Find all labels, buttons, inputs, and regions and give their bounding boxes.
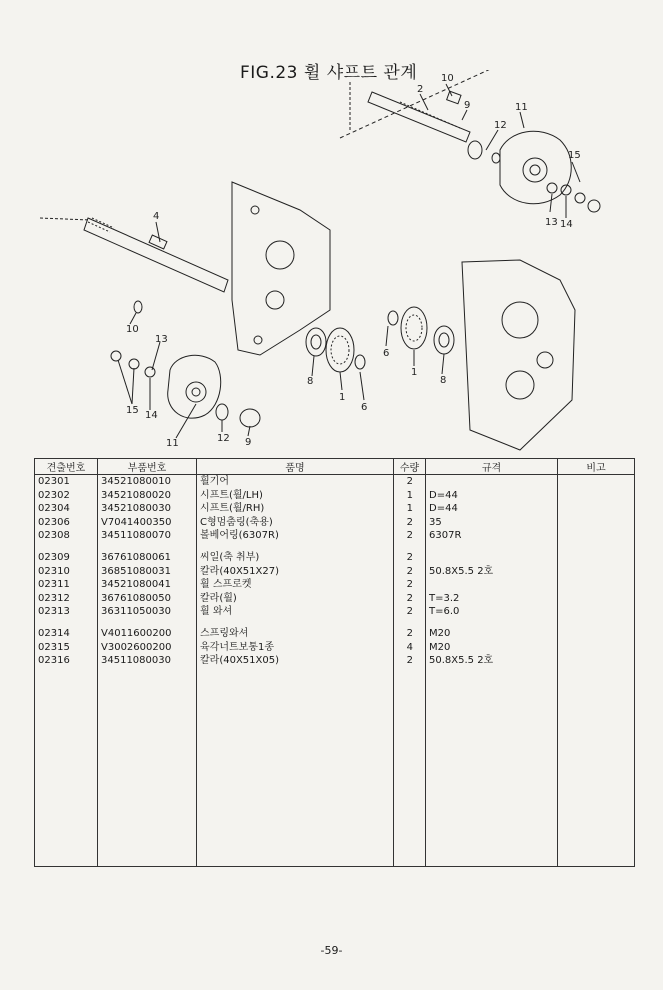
callout-12: 12: [217, 433, 230, 444]
qty: 4: [394, 641, 426, 655]
qty: 2: [394, 551, 426, 565]
part-name: 볼베어링(6307R): [197, 529, 394, 543]
spec: T=3.2: [426, 592, 558, 606]
upper-key: [447, 91, 461, 104]
qty: 2: [394, 627, 426, 641]
part-no: 34511080030: [98, 654, 197, 668]
part-no: 34521080020: [98, 489, 197, 503]
part-name: 칼라(40X51X05): [197, 654, 394, 668]
part-no: 34521080030: [98, 502, 197, 516]
ref-no: 02314: [35, 627, 98, 641]
table-row: [35, 516, 635, 530]
callout-6: 6: [383, 348, 390, 359]
wheel-gear-left: [326, 328, 354, 372]
part-no: 34521080041: [98, 578, 197, 592]
callout-8: 8: [440, 375, 447, 386]
remarks: [558, 627, 635, 641]
part-name: 육각너트보통1종: [197, 641, 394, 655]
left-sprocket: [168, 355, 221, 418]
remarks: [558, 641, 635, 655]
table-row: [35, 551, 635, 565]
ref-no: 02304: [35, 502, 98, 516]
callout-12: 12: [494, 120, 507, 131]
page-number: -59-: [320, 944, 343, 957]
part-no: 36761080061: [98, 551, 197, 565]
spec: M20: [426, 627, 558, 641]
ref-no: 02315: [35, 641, 98, 655]
spec: [426, 578, 558, 592]
table-row: [35, 529, 635, 543]
ref-no: 02306: [35, 516, 98, 530]
table-row: [35, 489, 635, 503]
spec: M20: [426, 641, 558, 655]
qty: 2: [394, 529, 426, 543]
callout-10: 10: [126, 324, 139, 335]
header-remarks: 비고: [558, 459, 635, 475]
part-name: 스프링와셔: [197, 627, 394, 641]
header-qty: 수량: [394, 459, 426, 475]
table-row: [35, 475, 635, 489]
callout-4: 4: [153, 211, 160, 222]
part-no: 34521080010: [98, 475, 197, 489]
part-no: V3002600200: [98, 641, 197, 655]
spacer-row: [35, 543, 635, 551]
remarks: [558, 551, 635, 565]
ref-no: 02313: [35, 605, 98, 619]
qty: 1: [394, 502, 426, 516]
spec: [426, 551, 558, 565]
ref-no: 02316: [35, 654, 98, 668]
part-no: V7041400350: [98, 516, 197, 530]
ref-no: 02301: [35, 475, 98, 489]
table-row: [35, 592, 635, 606]
qty: 1: [394, 489, 426, 503]
part-name: 칼라(휠): [197, 592, 394, 606]
part-no: 36311050030: [98, 605, 197, 619]
qty: 2: [394, 475, 426, 489]
spec: 6307R: [426, 529, 558, 543]
callout-9: 9: [464, 100, 471, 111]
spec: 50.8X5.5 2호: [426, 565, 558, 579]
part-no: V4011600200: [98, 627, 197, 641]
part-no: 36851080031: [98, 565, 197, 579]
qty: 2: [394, 654, 426, 668]
spec: D=44: [426, 502, 558, 516]
part-name: C형멈춤링(축용): [197, 516, 394, 530]
table-row: [35, 565, 635, 579]
part-no: 34511080070: [98, 529, 197, 543]
part-name: 시프트(휠/RH): [197, 502, 394, 516]
spec: T=6.0: [426, 605, 558, 619]
callout-9: 9: [245, 437, 252, 448]
callout-15: 15: [568, 150, 581, 161]
callout-2: 2: [417, 84, 424, 95]
right-housing: [462, 260, 575, 450]
remarks: [558, 489, 635, 503]
ref-no: 02309: [35, 551, 98, 565]
part-name: 휠 스프로켓: [197, 578, 394, 592]
qty: 2: [394, 592, 426, 606]
spec: 35: [426, 516, 558, 530]
callout-6: 6: [361, 402, 368, 413]
exploded-parts-diagram: [0, 70, 663, 455]
callout-13: 13: [545, 217, 558, 228]
table-header-row: [35, 459, 635, 475]
upper-collar: [468, 141, 482, 159]
figure-title: FIG.23 휠 샤프트 관계: [240, 63, 418, 83]
ref-no: 02308: [35, 529, 98, 543]
table-empty-area: [35, 668, 635, 867]
remarks: [558, 654, 635, 668]
remarks: [558, 516, 635, 530]
qty: 2: [394, 565, 426, 579]
ref-no: 02312: [35, 592, 98, 606]
remarks: [558, 475, 635, 489]
spec: [426, 475, 558, 489]
left-seal: [240, 409, 260, 427]
remarks: [558, 565, 635, 579]
callout-14: 14: [145, 410, 158, 421]
table-row: [35, 654, 635, 668]
bearing-left: [306, 328, 326, 356]
header-name: 품명: [197, 459, 394, 475]
table-row: [35, 605, 635, 619]
qty: 2: [394, 578, 426, 592]
callout-11: 11: [166, 438, 179, 449]
part-name: 휠기어: [197, 475, 394, 489]
part-name: 시프트(휠/LH): [197, 489, 394, 503]
remarks: [558, 578, 635, 592]
wheel-gear-right: [401, 307, 427, 349]
part-name: 칼라(40X51X27): [197, 565, 394, 579]
left-key: [149, 235, 167, 249]
callout-10: 10: [441, 73, 454, 84]
callout-11: 11: [515, 102, 528, 113]
table-row: [35, 641, 635, 655]
spec: 50.8X5.5 2호: [426, 654, 558, 668]
part-name: 씨일(축 취부): [197, 551, 394, 565]
header-spec: 규격: [426, 459, 558, 475]
qty: 2: [394, 516, 426, 530]
callout-15: 15: [126, 405, 139, 416]
parts-list-table: [34, 458, 635, 867]
upper-shaft: [368, 92, 470, 142]
ref-no: 02310: [35, 565, 98, 579]
header-ref-no: 견출번호: [35, 459, 98, 475]
table-row: [35, 627, 635, 641]
remarks: [558, 592, 635, 606]
spec: D=44: [426, 489, 558, 503]
callout-13: 13: [155, 334, 168, 345]
part-name: 휠 와셔: [197, 605, 394, 619]
callout-1: 1: [411, 367, 418, 378]
remarks: [558, 529, 635, 543]
ref-no: 02302: [35, 489, 98, 503]
callout-14: 14: [560, 219, 573, 230]
left-shaft: [84, 218, 228, 292]
callout-1: 1: [339, 392, 346, 403]
remarks: [558, 502, 635, 516]
remarks: [558, 605, 635, 619]
ref-no: 02311: [35, 578, 98, 592]
qty: 2: [394, 605, 426, 619]
spacer-row: [35, 619, 635, 627]
bearing-right: [434, 326, 454, 354]
header-part-no: 부품번호: [98, 459, 197, 475]
upper-sprocket: [500, 131, 571, 203]
part-no: 36761080050: [98, 592, 197, 606]
table-row: [35, 502, 635, 516]
callout-8: 8: [307, 376, 314, 387]
table-row: [35, 578, 635, 592]
